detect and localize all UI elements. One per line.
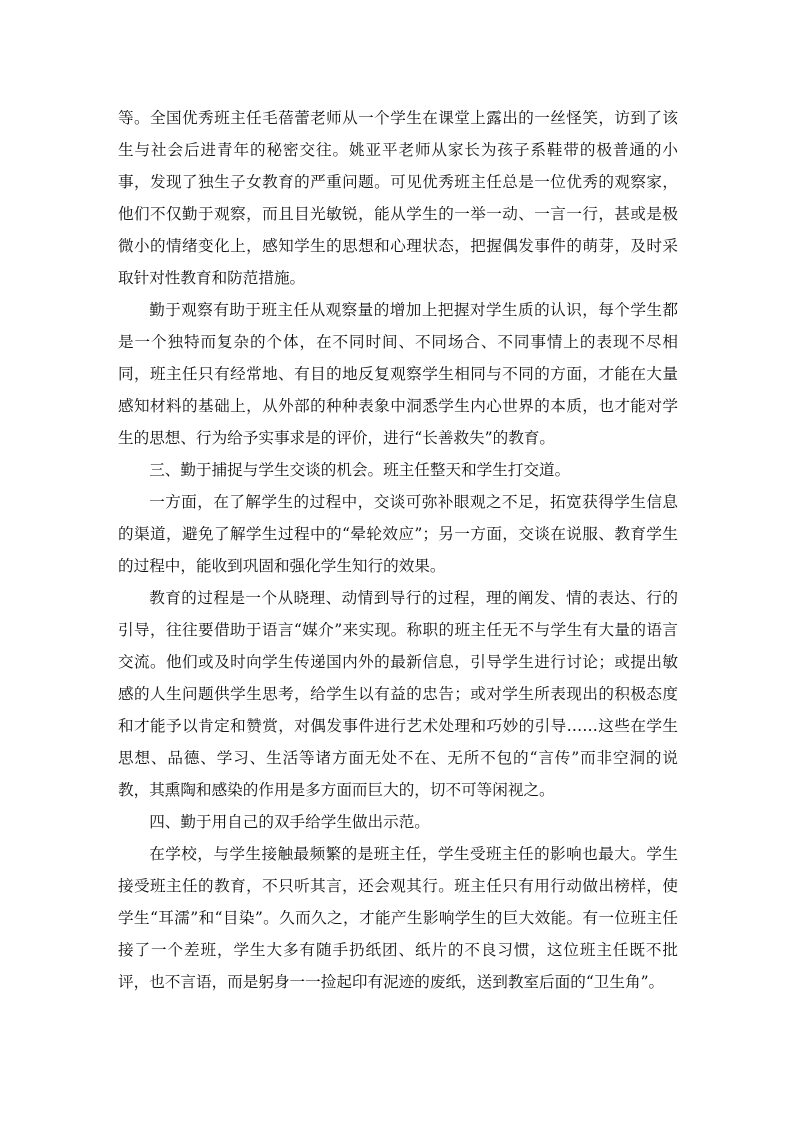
- paragraph-conversation: 一方面，在了解学生的过程中，交谈可弥补眼观之不足，拓宽获得学生信息的渠道，避免了解学生过程中的“晕轮效应”；另一方面，交谈在说服、教育学生的过程中，能收到巩固和强化学生知行的效果。: [118, 493, 678, 575]
- paragraph-observation: 勤于观察有助于班主任从观察量的增加上把握对学生质的认识，每个学生都是一个独特而复杂的个体，在不同时间、不同场合、不同事情上的表现不尽相同，班主任只有经常地、有目的地反复观察学生相同与不同的方面，才能在大量感知材料的基础上，从外部的种种表象中洞悉学生内心世界的本质，也才能对学生的思想、行为给予实事求是的评价，进行“长善救失”的教育。: [118, 301, 678, 447]
- section-heading-3: 三、勤于捕捉与学生交谈的机会。班主任整天和学生打交道。: [149, 461, 571, 479]
- document-page: [118, 102, 678, 998]
- paragraph-example: 在学校，与学生接触最频繁的是班主任，学生受班主任的影响也最大。学生接受班主任的教育，不只听其言，还会观其行。班主任只有用行动做出榜样，使学生“耳濡”和“目染”。久而久之，才能产生影响学生的巨大效能。有一位班主任接了一个差班，学生大多有随手扔纸团、纸片的不良习惯，这位班主任既不批评，也不言语，而是躬身一一捡起印有泥迹的废纸，送到教室后面的“卫生角”。: [118, 845, 678, 991]
- section-heading-4: 四、勤于用自己的双手给学生做出示范。: [149, 813, 430, 831]
- paragraph-continuation: 等。全国优秀班主任毛蓓蕾老师从一个学生在课堂上露出的一丝怪笑，访到了该生与社会后进青年的秘密交往。姚亚平老师从家长为孩子系鞋带的极普通的小事，发现了独生子女教育的严重问题。可见优秀班主任总是一位优秀的观察家，他们不仅勤于观察，而且目光敏锐，能从学生的一举一动、一言一行，甚或是极微小的情绪变化上，感知学生的思想和心理状态，把握偶发事件的萌芽，及时采取针对性教育和防范措施。: [118, 109, 678, 287]
- paragraph-language: 教育的过程是一个从晓理、动情到导行的过程，理的阐发、情的表达、行的引导，往往要借助于语言“媒介”来实现。称职的班主任无不与学生有大量的语言交流。他们或及时向学生传递国内外的最新信息，引导学生进行讨论；或提出敏感的人生问题供学生思考，给学生以有益的忠告；或对学生所表现出的积极态度和才能予以肯定和赞赏，对偶发事件进行艺术处理和巧妙的引导……这些在学生思想、品德、学习、生活等诸方面无处不在、无所不包的“言传”而非空洞的说教，其熏陶和感染的作用是多方面而巨大的，切不可等闲视之。: [118, 589, 678, 799]
